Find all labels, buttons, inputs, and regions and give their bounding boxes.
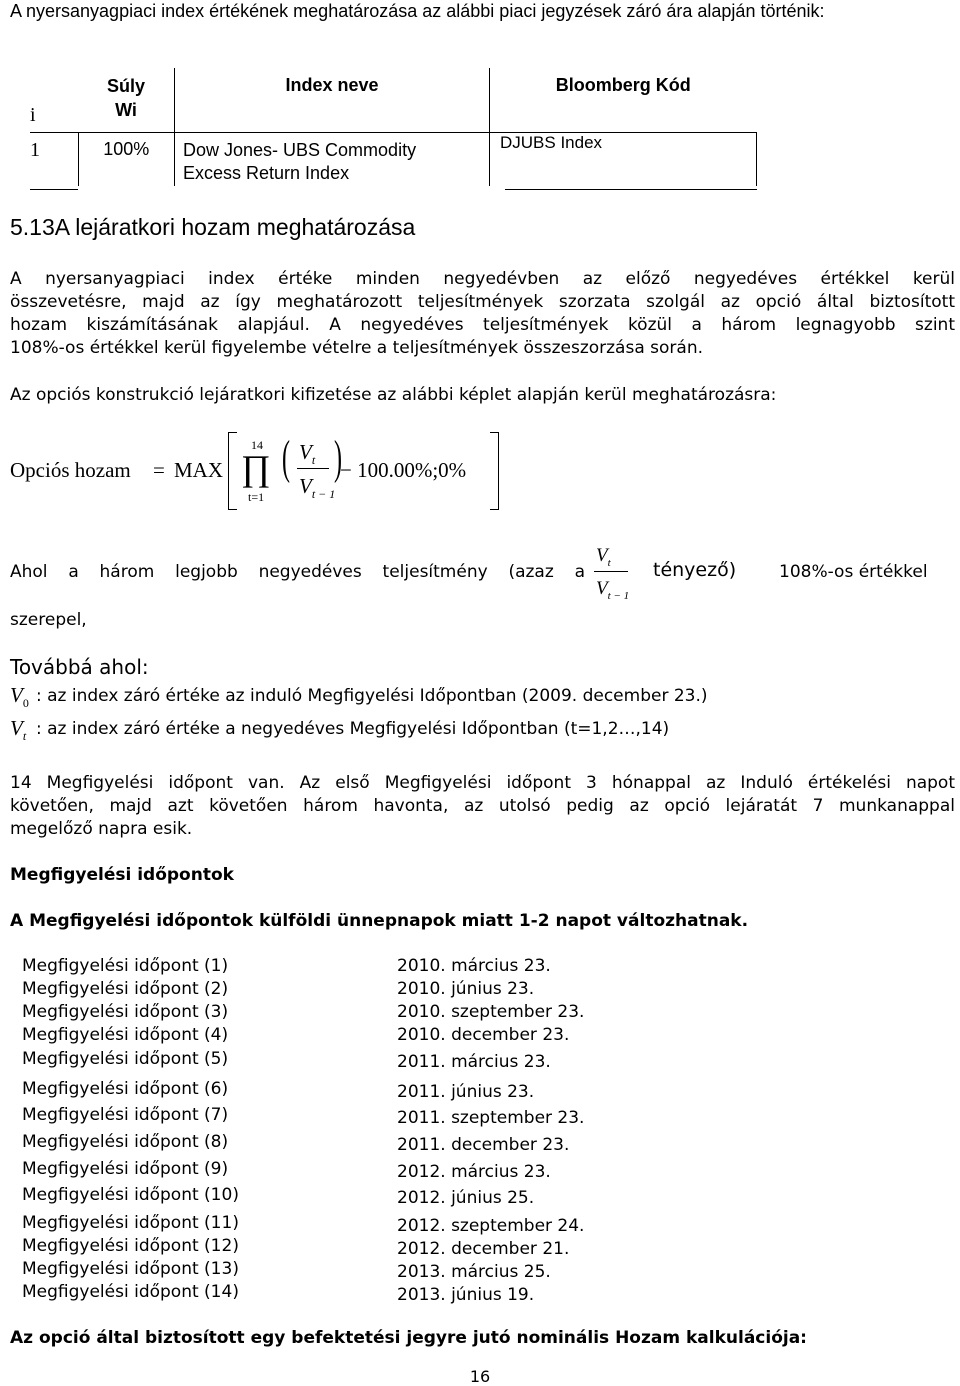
fraction-line bbox=[297, 468, 329, 469]
observation-date: 2010. szeptember 23. bbox=[397, 1002, 585, 1022]
paragraph-2: Az opciós konstrukció lejáratkori kifizetése az alábbi képlet alapján kerül meghatározásra: bbox=[10, 385, 777, 405]
product-symbol: ∏ bbox=[241, 448, 271, 488]
ahol-line2: szerepel, bbox=[10, 610, 87, 630]
observation-date: 2013. március 25. bbox=[397, 1262, 551, 1282]
para3-line: követően, majd azt követően három havonta, az utolsó pedig az opció lejáratát 7 munkanappal bbox=[10, 796, 955, 816]
section-heading: 5.13A lejáratkori hozam meghatározása bbox=[10, 214, 416, 240]
payoff-formula bbox=[10, 430, 510, 514]
ahol-frac-num: $V_t$ bbox=[596, 545, 611, 569]
observation-date: 2012. szeptember 24. bbox=[397, 1216, 585, 1236]
def1-text: : az index záró értéke az induló Megfigyelési Időpontban (2009. december 23.) bbox=[36, 686, 708, 706]
observation-label: Megfigyelési időpont (8) bbox=[22, 1132, 229, 1152]
observation-label: Megfigyelési időpont (9) bbox=[22, 1159, 229, 1179]
def1-symbol: $V_0$ bbox=[10, 683, 29, 711]
observation-label: Megfigyelési időpont (1) bbox=[22, 956, 229, 976]
para1-line: A nyersanyagpiaci index értéke minden negyedévben az előző negyedéves értékkel kerül bbox=[10, 269, 955, 289]
header-weight-cell bbox=[78, 68, 175, 132]
observation-date: 2012. december 21. bbox=[397, 1239, 570, 1259]
obs-heading: Megfigyelési időpontok bbox=[10, 865, 234, 885]
para1-line: összevetésre, majd az így meghatározott teljesítmények szorzata szolgál az opció által biztosított bbox=[10, 292, 955, 312]
table-bottom-line bbox=[505, 189, 757, 190]
left-bracket bbox=[228, 432, 237, 510]
def2-text: : az index záró értéke a negyedéves Megfigyelési Időpontban (t=1,2…,14) bbox=[36, 719, 670, 739]
observation-date: 2012. június 25. bbox=[397, 1188, 535, 1208]
row-name-line1: Dow Jones- UBS Commodity bbox=[183, 139, 417, 160]
header-name-cell bbox=[175, 68, 490, 132]
para3-line: 14 Megfigyelési időpont van. Az első Megfigyelési időpont 3 hónappal az Induló értékelési napot bbox=[10, 773, 955, 793]
row-name-cell bbox=[175, 132, 490, 186]
para3-line: megelőző napra esik. bbox=[10, 819, 193, 839]
header-i: i bbox=[30, 104, 36, 126]
row-i: 1 bbox=[30, 138, 40, 161]
product-upper: 14 bbox=[251, 438, 263, 452]
header-weight: Súly bbox=[106, 76, 145, 96]
observation-date: 2011. március 23. bbox=[397, 1052, 551, 1072]
para1-line: 108%-os értékkel kerül figyelembe vételre a teljesítmények összeszorzása során. bbox=[10, 338, 703, 358]
para1-line: hozam kiszámításának alapjául. A negyedéves teljesítmények közül a három legnagyobb szint bbox=[10, 315, 955, 335]
ahol-tail: 108%-os értékkel bbox=[779, 562, 928, 582]
observation-label: Megfigyelési időpont (10) bbox=[22, 1185, 239, 1205]
ahol-fraction bbox=[594, 540, 654, 606]
row-code: DJUBS Index bbox=[500, 132, 603, 152]
table-bottom-line-left bbox=[30, 189, 78, 190]
row-weight: 100% bbox=[103, 138, 150, 159]
formula-den: $V_{t - 1}$ bbox=[299, 474, 336, 502]
right-bracket bbox=[490, 432, 499, 510]
final-heading: Az opció által biztosított egy befektetési jegyre jutó nominális Hozam kalkulációja: bbox=[10, 1328, 807, 1348]
header-weight-sub: Wi bbox=[115, 100, 137, 120]
observation-label: Megfigyelési időpont (12) bbox=[22, 1236, 239, 1256]
paragraph-3 bbox=[10, 772, 955, 841]
formula-max: MAX bbox=[174, 458, 224, 482]
observation-label: Megfigyelési időpont (7) bbox=[22, 1105, 229, 1125]
header-code: Bloomberg Kód bbox=[555, 75, 691, 95]
formula-rest: − 100.00%;0% bbox=[340, 458, 467, 482]
observation-date: 2010. március 23. bbox=[397, 956, 551, 976]
observation-label: Megfigyelési időpont (11) bbox=[22, 1213, 239, 1233]
left-paren: ( bbox=[281, 431, 290, 484]
paragraph-1 bbox=[10, 268, 955, 360]
observation-date: 2011. szeptember 23. bbox=[397, 1108, 585, 1128]
row-i-cell bbox=[30, 132, 78, 186]
row-code-cell bbox=[490, 132, 757, 186]
formula-eq: = bbox=[153, 458, 165, 482]
formula-lhs: Opciós hozam bbox=[10, 458, 131, 482]
observation-label: Megfigyelési időpont (3) bbox=[22, 1002, 229, 1022]
observation-date: 2010. december 23. bbox=[397, 1025, 570, 1045]
observation-label: Megfigyelési időpont (14) bbox=[22, 1282, 239, 1302]
header-i-cell bbox=[30, 68, 78, 132]
observation-date: 2011. december 23. bbox=[397, 1135, 570, 1155]
ahol-text: Ahol a három legjobb negyedéves teljesítmény (azaz a bbox=[10, 562, 585, 582]
ahol-frac-den: $V_{t - 1}$ bbox=[596, 578, 630, 602]
header-name: Index neve bbox=[285, 75, 379, 95]
observation-date: 2013. június 19. bbox=[397, 1285, 535, 1305]
right-paren: ) bbox=[333, 431, 342, 484]
observation-label: Megfigyelési időpont (2) bbox=[22, 979, 229, 999]
page-number: 16 bbox=[469, 1367, 491, 1386]
observation-label: Megfigyelési időpont (6) bbox=[22, 1079, 229, 1099]
tovabba-heading: Továbbá ahol: bbox=[10, 655, 149, 679]
formula-num: $V_t$ bbox=[299, 440, 316, 468]
index-table bbox=[30, 68, 757, 186]
observation-label: Megfigyelési időpont (5) bbox=[22, 1049, 229, 1069]
intro-text: A nyersanyagpiaci index értékének meghatározása az alábbi piaci jegyzések záró ára alapján történik: bbox=[10, 1, 825, 21]
observation-date: 2010. június 23. bbox=[397, 979, 535, 999]
obs-note: A Megfigyelési időpontok külföldi ünnepnapok miatt 1-2 napot változhatnak. bbox=[10, 911, 749, 931]
row-name-line2: Excess Return Index bbox=[183, 162, 350, 183]
def2-symbol: $V_t$ bbox=[10, 716, 27, 744]
ahol-factor: tényező) bbox=[653, 559, 737, 581]
header-code-cell bbox=[490, 68, 757, 132]
observation-date: 2012. március 23. bbox=[397, 1162, 551, 1182]
observation-label: Megfigyelési időpont (13) bbox=[22, 1259, 239, 1279]
observation-label: Megfigyelési időpont (4) bbox=[22, 1025, 229, 1045]
observation-date: 2011. június 23. bbox=[397, 1082, 535, 1102]
product-lower: t=1 bbox=[248, 490, 265, 504]
row-weight-cell bbox=[78, 132, 175, 186]
ahol-frac-line bbox=[594, 571, 628, 572]
